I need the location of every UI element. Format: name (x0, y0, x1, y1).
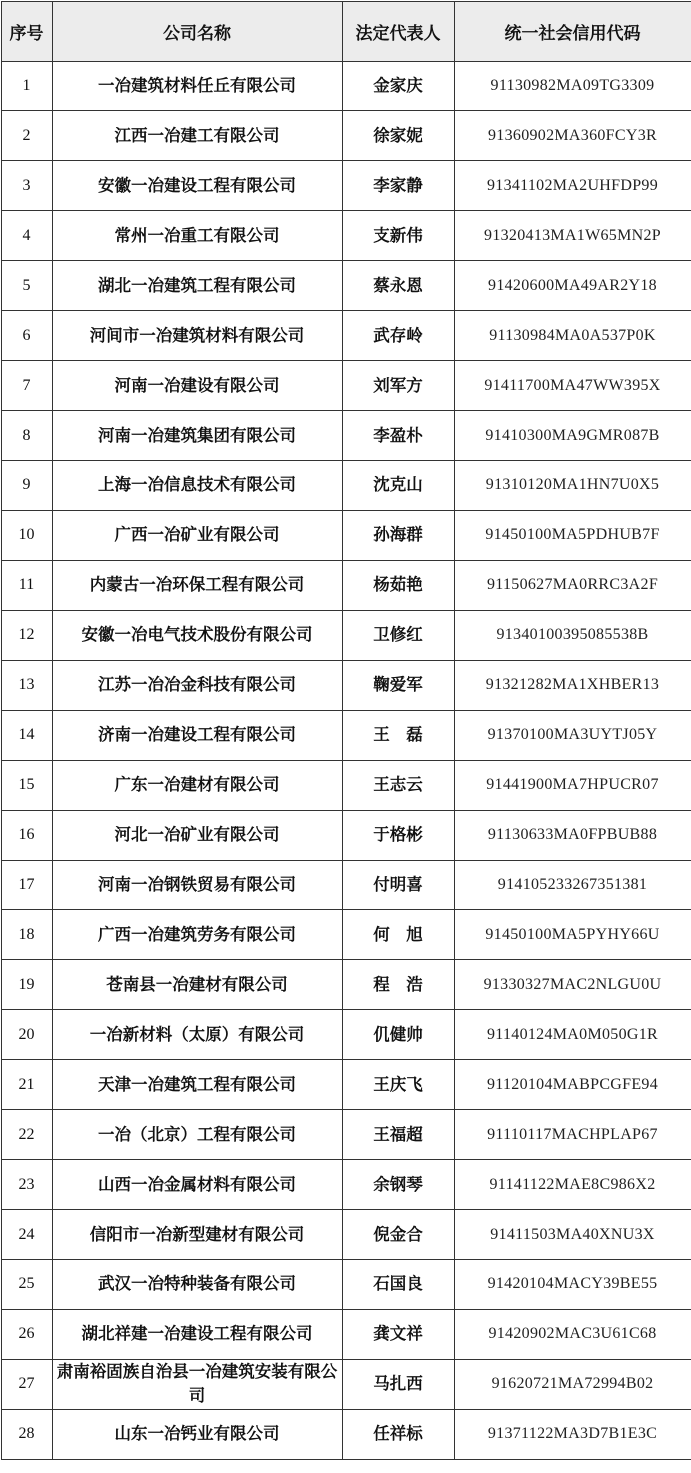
cell-seq: 27 (1, 1359, 52, 1409)
cell-legal-rep: 徐家妮 (342, 111, 454, 161)
cell-seq: 12 (1, 610, 52, 660)
cell-company-name: 山西一冶金属材料有限公司 (52, 1160, 342, 1210)
cell-seq: 17 (1, 860, 52, 910)
cell-credit-code: 91130982MA09TG3309 (454, 61, 691, 111)
table-row (1, 1409, 691, 1459)
cell-company-name: 河南一冶钢铁贸易有限公司 (52, 860, 342, 910)
cell-legal-rep: 石国良 (342, 1260, 454, 1310)
cell-seq: 6 (1, 311, 52, 361)
cell-credit-code: 91141122MAE8C986X2 (454, 1160, 691, 1210)
cell-seq: 15 (1, 760, 52, 810)
cell-credit-code: 91360902MA360FCY3R (454, 111, 691, 161)
table-row (1, 361, 691, 411)
cell-credit-code: 91420902MAC3U61C68 (454, 1309, 691, 1359)
cell-seq: 23 (1, 1160, 52, 1210)
cell-credit-code: 91420600MA49AR2Y18 (454, 261, 691, 311)
cell-seq: 20 (1, 1010, 52, 1060)
cell-company-name: 天津一冶建筑工程有限公司 (52, 1060, 342, 1110)
cell-credit-code: 91370100MA3UYTJ05Y (454, 710, 691, 760)
cell-company-name: 江西一冶建工有限公司 (52, 111, 342, 161)
cell-company-name: 信阳市一冶新型建材有限公司 (52, 1210, 342, 1260)
cell-company-name: 内蒙古一冶环保工程有限公司 (52, 560, 342, 610)
cell-credit-code: 91371122MA3D7B1E3C (454, 1409, 691, 1459)
cell-credit-code: 91410300MA9GMR087B (454, 411, 691, 461)
cell-company-name: 上海一冶信息技术有限公司 (52, 461, 342, 511)
cell-company-name: 河南一冶建筑集团有限公司 (52, 411, 342, 461)
table-row (1, 910, 691, 960)
cell-legal-rep: 李家静 (342, 161, 454, 211)
table-row (1, 211, 691, 261)
cell-seq: 14 (1, 710, 52, 760)
cell-seq: 24 (1, 1210, 52, 1260)
cell-seq: 7 (1, 361, 52, 411)
cell-credit-code: 91321282MA1XHBER13 (454, 660, 691, 710)
cell-company-name: 安徽一冶电气技术股份有限公司 (52, 610, 342, 660)
table-row (1, 1160, 691, 1210)
cell-legal-rep: 蔡永恩 (342, 261, 454, 311)
table-row (1, 1359, 691, 1409)
cell-legal-rep: 杨茹艳 (342, 560, 454, 610)
table-row (1, 461, 691, 511)
cell-company-name: 安徽一冶建设工程有限公司 (52, 161, 342, 211)
table-row (1, 1210, 691, 1260)
cell-legal-rep: 于格彬 (342, 810, 454, 860)
cell-credit-code: 91120104MABPCGFE94 (454, 1060, 691, 1110)
cell-legal-rep: 倪金合 (342, 1210, 454, 1260)
cell-legal-rep: 王 磊 (342, 710, 454, 760)
cell-credit-code: 91130633MA0FPBUB88 (454, 810, 691, 860)
cell-credit-code: 91130984MA0A537P0K (454, 311, 691, 361)
table-row (1, 560, 691, 610)
cell-seq: 9 (1, 461, 52, 511)
cell-legal-rep: 沈克山 (342, 461, 454, 511)
cell-company-name: 广东一冶建材有限公司 (52, 760, 342, 810)
table-row (1, 1110, 691, 1160)
cell-company-name: 肃南裕固族自治县一冶建筑安装有限公司 (52, 1359, 342, 1409)
cell-seq: 11 (1, 560, 52, 610)
cell-legal-rep: 王庆飞 (342, 1060, 454, 1110)
cell-company-name: 湖北一冶建筑工程有限公司 (52, 261, 342, 311)
cell-company-name: 济南一冶建设工程有限公司 (52, 710, 342, 760)
cell-seq: 19 (1, 960, 52, 1010)
cell-company-name: 一冶（北京）工程有限公司 (52, 1110, 342, 1160)
cell-credit-code: 91150627MA0RRC3A2F (454, 560, 691, 610)
cell-seq: 13 (1, 660, 52, 710)
table-row (1, 1260, 691, 1310)
table-row (1, 660, 691, 710)
table-row (1, 311, 691, 361)
cell-legal-rep: 鞠爱军 (342, 660, 454, 710)
cell-seq: 10 (1, 510, 52, 560)
table-row (1, 1060, 691, 1110)
cell-credit-code: 91411503MA40XNU3X (454, 1210, 691, 1260)
cell-seq: 22 (1, 1110, 52, 1160)
cell-company-name: 常州一冶重工有限公司 (52, 211, 342, 261)
cell-credit-code: 91140124MA0M050G1R (454, 1010, 691, 1060)
table-row (1, 111, 691, 161)
cell-seq: 4 (1, 211, 52, 261)
cell-credit-code: 91441900MA7HPUCR07 (454, 760, 691, 810)
cell-credit-code: 91320413MA1W65MN2P (454, 211, 691, 261)
cell-company-name: 河北一冶矿业有限公司 (52, 810, 342, 860)
cell-seq: 26 (1, 1309, 52, 1359)
cell-company-name: 河间市一冶建筑材料有限公司 (52, 311, 342, 361)
cell-seq: 1 (1, 61, 52, 111)
header-company-name: 公司名称 (52, 1, 342, 61)
cell-legal-rep: 刘军方 (342, 361, 454, 411)
cell-seq: 18 (1, 910, 52, 960)
cell-seq: 28 (1, 1409, 52, 1459)
cell-credit-code: 91110117MACHPLAP67 (454, 1110, 691, 1160)
cell-legal-rep: 支新伟 (342, 211, 454, 261)
cell-credit-code: 914105233267351381 (454, 860, 691, 910)
cell-credit-code: 91450100MA5PYHY66U (454, 910, 691, 960)
cell-legal-rep: 李盈朴 (342, 411, 454, 461)
table-row (1, 261, 691, 311)
cell-credit-code: 91330327MAC2NLGU0U (454, 960, 691, 1010)
cell-seq: 2 (1, 111, 52, 161)
cell-company-name: 湖北祥建一冶建设工程有限公司 (52, 1309, 342, 1359)
cell-credit-code: 91411700MA47WW395X (454, 361, 691, 411)
cell-legal-rep: 何 旭 (342, 910, 454, 960)
cell-legal-rep: 王志云 (342, 760, 454, 810)
cell-legal-rep: 卫修红 (342, 610, 454, 660)
cell-legal-rep: 龚文祥 (342, 1309, 454, 1359)
header-legal-rep: 法定代表人 (342, 1, 454, 61)
cell-seq: 8 (1, 411, 52, 461)
cell-company-name: 江苏一冶冶金科技有限公司 (52, 660, 342, 710)
table-body (1, 61, 691, 1459)
header-seq: 序号 (1, 1, 52, 61)
header-credit-code: 统一社会信用代码 (454, 1, 691, 61)
cell-company-name: 广西一冶矿业有限公司 (52, 510, 342, 560)
cell-credit-code: 91310120MA1HN7U0X5 (454, 461, 691, 511)
cell-credit-code: 91620721MA72994B02 (454, 1359, 691, 1409)
header-row (1, 1, 691, 61)
cell-legal-rep: 余钢琴 (342, 1160, 454, 1210)
cell-legal-rep: 程 浩 (342, 960, 454, 1010)
table-row (1, 860, 691, 910)
cell-company-name: 苍南县一冶建材有限公司 (52, 960, 342, 1010)
cell-legal-rep: 武存岭 (342, 311, 454, 361)
cell-company-name: 山东一冶钙业有限公司 (52, 1409, 342, 1459)
cell-seq: 25 (1, 1260, 52, 1310)
table-row (1, 960, 691, 1010)
cell-company-name: 武汉一冶特种装备有限公司 (52, 1260, 342, 1310)
cell-legal-rep: 任祥标 (342, 1409, 454, 1459)
table-row (1, 760, 691, 810)
cell-seq: 3 (1, 161, 52, 211)
cell-legal-rep: 仉健帅 (342, 1010, 454, 1060)
cell-legal-rep: 付明喜 (342, 860, 454, 910)
cell-company-name: 河南一冶建设有限公司 (52, 361, 342, 411)
table-row (1, 411, 691, 461)
cell-credit-code: 91341102MA2UHFDP99 (454, 161, 691, 211)
cell-legal-rep: 金家庆 (342, 61, 454, 111)
cell-legal-rep: 王福超 (342, 1110, 454, 1160)
table-row (1, 510, 691, 560)
table-row (1, 61, 691, 111)
cell-company-name: 广西一冶建筑劳务有限公司 (52, 910, 342, 960)
table-row (1, 810, 691, 860)
cell-seq: 16 (1, 810, 52, 860)
cell-legal-rep: 马扎西 (342, 1359, 454, 1409)
cell-company-name: 一冶建筑材料任丘有限公司 (52, 61, 342, 111)
cell-credit-code: 91450100MA5PDHUB7F (454, 510, 691, 560)
cell-credit-code: 91340100395085538B (454, 610, 691, 660)
table-row (1, 161, 691, 211)
table-row (1, 610, 691, 660)
cell-seq: 21 (1, 1060, 52, 1110)
table-row (1, 1309, 691, 1359)
cell-legal-rep: 孙海群 (342, 510, 454, 560)
table-row (1, 1010, 691, 1060)
company-table (1, 1, 691, 1460)
cell-company-name: 一冶新材料（太原）有限公司 (52, 1010, 342, 1060)
cell-credit-code: 91420104MACY39BE55 (454, 1260, 691, 1310)
cell-seq: 5 (1, 261, 52, 311)
table-row (1, 710, 691, 760)
